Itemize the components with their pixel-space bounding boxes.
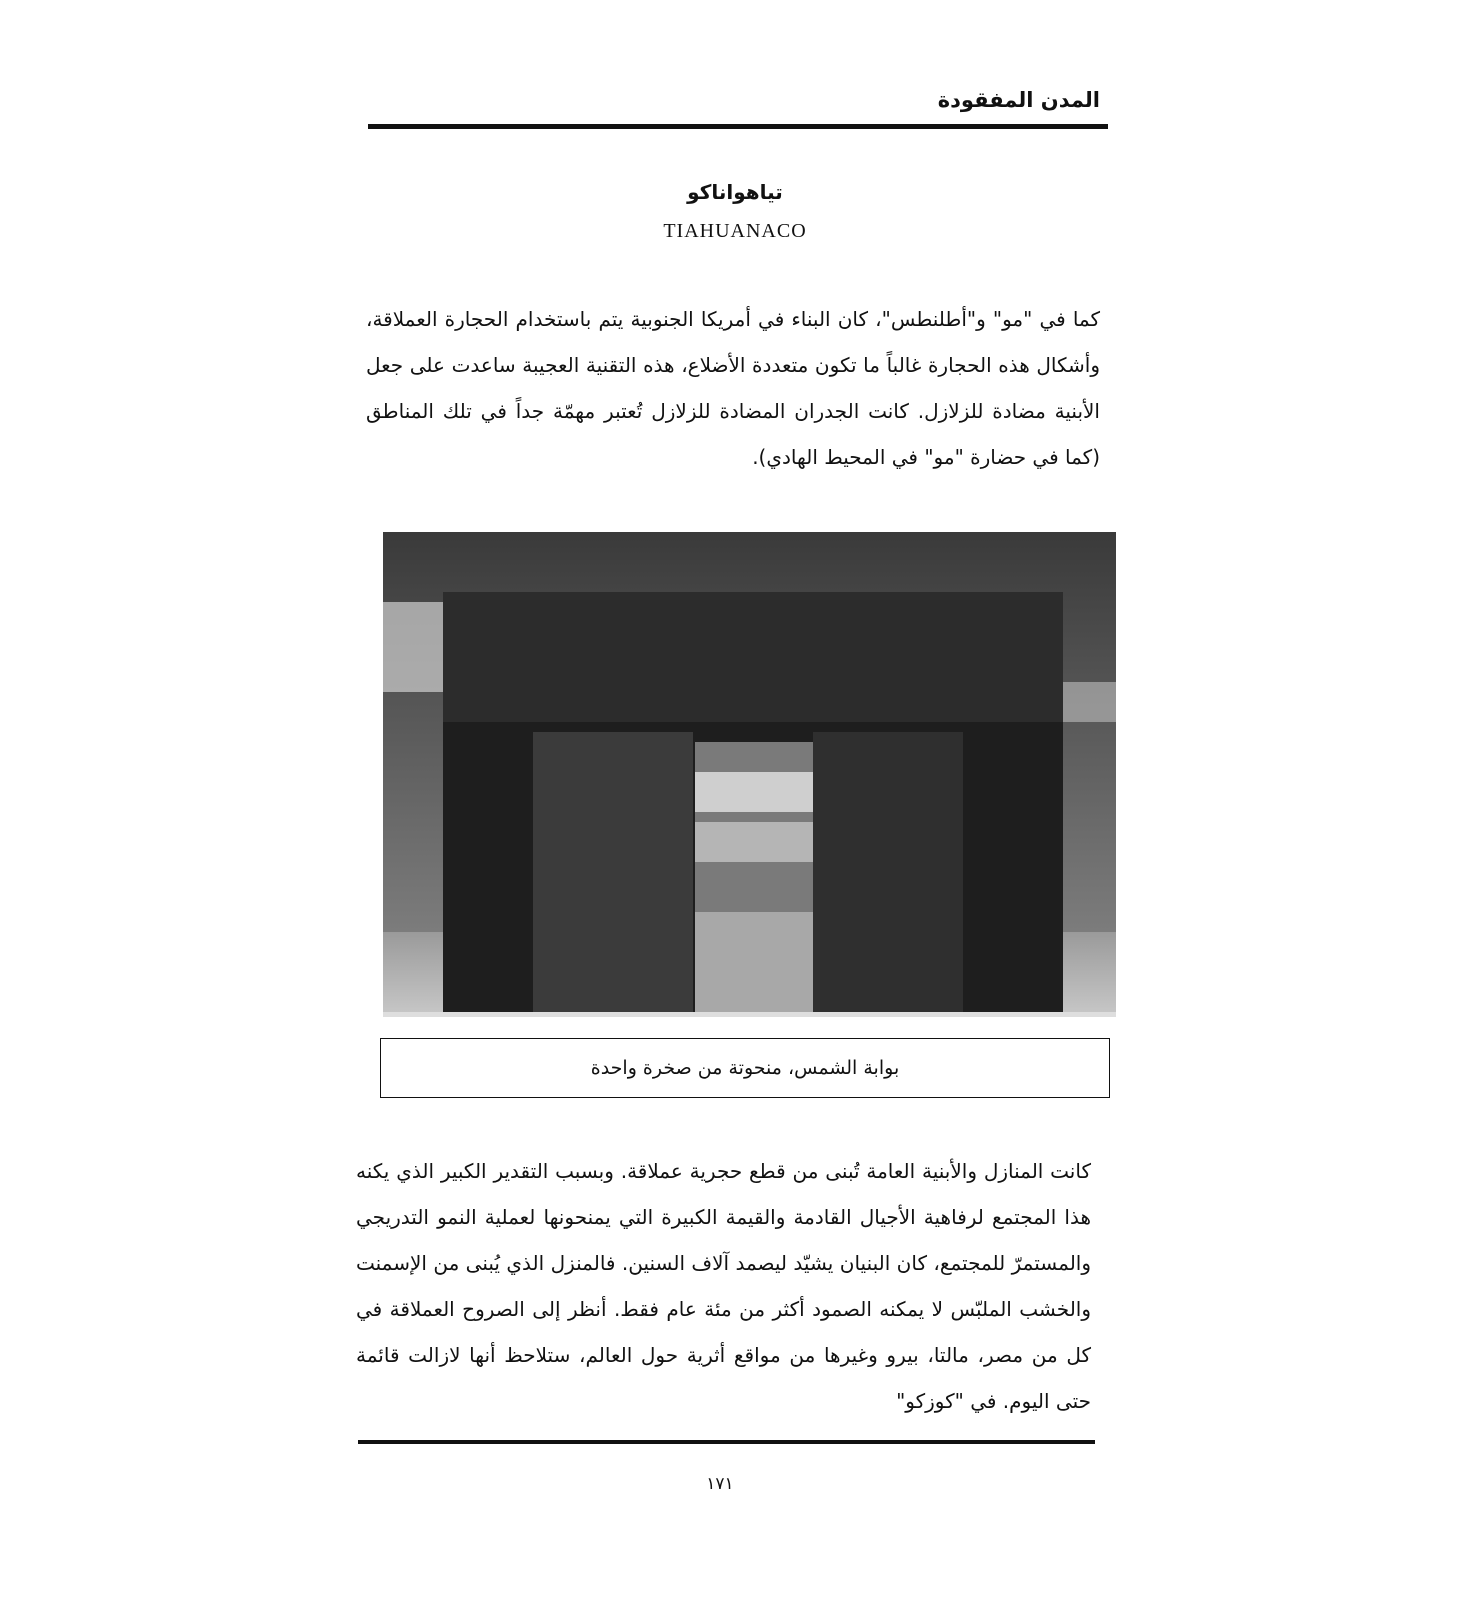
figure-caption-box	[380, 1038, 1110, 1098]
photo-illustration	[383, 532, 1116, 1017]
paragraph-body: كانت المنازل والأبنية العامة تُبنى من قطع حجرية عملاقة. وبسبب التقدير الكبير الذي يكنه هذا المجتمع لرفاهية الأجيال القادمة والقيمة الكبيرة التي يمنحونها لعملية النمو التدريجي والمستمرّ للمجتمع، كان البنيان يشيّد ليصمد آلاف السنين. فالمنزل الذي يُبنى من الإسمنت والخشب الملبّس لا يمكنه الصمود أكثر من مئة عام فقط. أنظر إلى الصروح العملاقة في كل من مصر، مالتا، بيرو وغيرها من مواقع أثرية حول العالم، ستلاحظ أنها لازالت قائمة حتى اليوم. في "كوزكو"	[356, 1159, 1091, 1413]
paragraph-intro: كما في "مو" و"أطلنطس"، كان البناء في أمريكا الجنوبية يتم باستخدام الحجارة العملاقة، وأشكال هذه الحجارة غالباً ما تكون متعددة الأضلاع، هذه التقنية العجيبة ساعدت على جعل الأبنية مضادة للزلازل. كانت الجدران المضادة للزلازل تُعتبر مهمّة جداً في تلك المناطق (كما في حضارة "مو" في المحيط الهادي).	[366, 307, 1100, 469]
figure-caption: بوابة الشمس، منحوتة من صخرة واحدة	[590, 1057, 900, 1079]
running-header: المدن المفقودة	[937, 88, 1100, 112]
section-title-arabic: تياهواناكو	[687, 180, 783, 204]
gate-of-the-sun-photo	[383, 532, 1116, 1017]
footer-rule	[358, 1440, 1095, 1444]
header-rule	[368, 124, 1108, 129]
section-title-english: TIAHUANACO	[663, 220, 807, 242]
page-number: ١٧١	[706, 1474, 734, 1494]
